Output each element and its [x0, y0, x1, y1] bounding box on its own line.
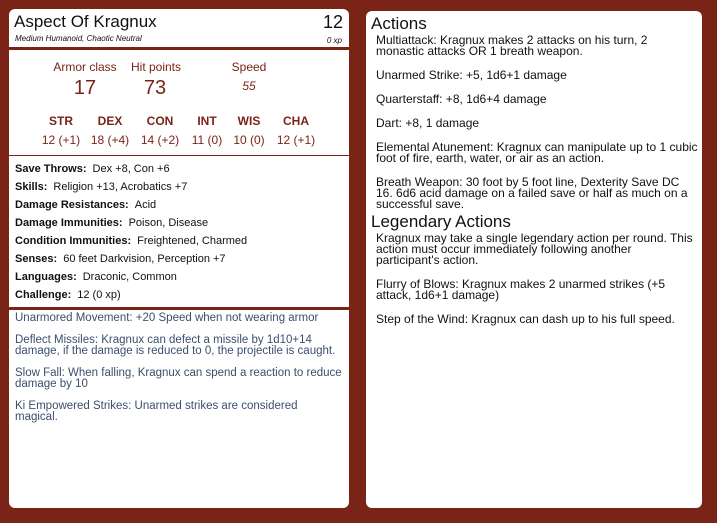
action-item: Unarmed Strike: +5, 1d6+1 damage	[376, 68, 567, 82]
core-stats	[9, 50, 349, 156]
ability-con-value: 14 (+2)	[140, 133, 180, 147]
action-item: Elemental Atunement: Kragnux can manipulate up to 1 cubic foot of fire, earth, water, or air as an action.	[376, 140, 698, 165]
armor-class-label: Armor class	[53, 60, 117, 74]
monster-name: Aspect Of Kragnux	[14, 12, 157, 31]
speed-label: Speed	[231, 60, 267, 74]
hit-points-value: 73	[143, 77, 167, 99]
monster-header	[9, 9, 349, 50]
ability-int-value: 11 (0)	[191, 133, 223, 147]
property-label: Skills:	[15, 181, 48, 193]
stat-block-card	[9, 9, 349, 508]
property-row	[15, 232, 349, 250]
ability-cha-value: 12 (+1)	[276, 133, 316, 147]
trait-item: Unarmored Movement: +20 Speed when not wearing armor	[15, 312, 319, 324]
legendary-actions-heading: Legendary Actions	[371, 212, 511, 231]
actions-card	[366, 11, 702, 508]
property-value: Religion +13, Acrobatics +7	[53, 181, 188, 193]
legendary-action-item: Kragnux may take a single legendary action per round. This action must occur immediately following another participant's action.	[376, 231, 693, 267]
challenge-rating: 12	[322, 12, 343, 32]
monster-type-alignment: Medium Humanoid, Chaotic Neutral	[15, 34, 142, 43]
trait-item: Ki Empowered Strikes: Unarmed strikes are considered magical.	[15, 400, 298, 423]
property-label: Condition Immunities:	[15, 235, 132, 247]
traits-list	[9, 310, 349, 423]
property-row	[15, 286, 349, 304]
legendary-action-item: Flurry of Blows: Kragnux makes 2 unarmed strikes (+5 attack, 1d6+1 damage)	[376, 277, 666, 302]
ability-wis-value: 10 (0)	[233, 133, 265, 147]
property-label: Languages:	[15, 271, 77, 283]
property-value: Freightened, Charmed	[137, 235, 248, 247]
property-value: Poison, Disease	[128, 217, 209, 229]
property-value: Draconic, Common	[82, 271, 177, 283]
property-row	[15, 214, 349, 232]
action-item: Quarterstaff: +8, 1d6+4 damage	[376, 92, 547, 106]
ability-wis-label: WIS	[237, 114, 261, 128]
property-label: Save Throws:	[15, 163, 87, 175]
speed-value: 55	[242, 79, 256, 93]
property-row	[15, 250, 349, 268]
ability-dex-label: DEX	[97, 114, 123, 128]
action-item: Multiattack: Kragnux makes 2 attacks on his turn, 2 monastic attacks OR 1 breath weapon.	[376, 33, 648, 58]
property-row	[15, 178, 349, 196]
property-label: Senses:	[15, 253, 58, 265]
ability-con-label: CON	[146, 114, 174, 128]
action-item: Breath Weapon: 30 foot by 5 foot line, Dexterity Save DC 16. 6d6 acid damage on a failed save or half as much on a successful save.	[376, 175, 688, 211]
property-label: Challenge:	[15, 289, 72, 301]
armor-class-value: 17	[73, 77, 97, 99]
ability-str-label: STR	[49, 114, 73, 128]
property-value: 60 feet Darkvision, Perception +7	[63, 253, 226, 265]
property-row	[15, 268, 349, 286]
ability-cha-label: CHA	[283, 114, 309, 128]
property-value: 12 (0 xp)	[77, 289, 121, 301]
property-row	[15, 196, 349, 214]
property-label: Damage Resistances:	[15, 199, 129, 211]
trait-item: Deflect Missiles: Kragnux can defect a missile by 1d10+14 damage, if the damage is reduced to 0, the projectile is caught.	[15, 334, 336, 357]
properties-list	[9, 156, 349, 310]
ability-int-label: INT	[197, 114, 217, 128]
property-value: Dex +8, Con +6	[92, 163, 170, 175]
property-row	[15, 160, 349, 178]
legendary-action-item: Step of the Wind: Kragnux can dash up to his full speed.	[376, 312, 675, 326]
ability-str-value: 12 (+1)	[41, 133, 81, 147]
property-label: Damage Immunities:	[15, 217, 123, 229]
action-item: Dart: +8, 1 damage	[376, 116, 480, 130]
actions-heading: Actions	[371, 14, 427, 33]
property-value: Acid	[134, 199, 157, 211]
ability-dex-value: 18 (+4)	[90, 133, 130, 147]
trait-item: Slow Fall: When falling, Kragnux can spend a reaction to reduce damage by 10	[15, 367, 342, 390]
experience-points: 0 xp	[326, 36, 342, 45]
hit-points-label: Hit points	[130, 60, 182, 74]
